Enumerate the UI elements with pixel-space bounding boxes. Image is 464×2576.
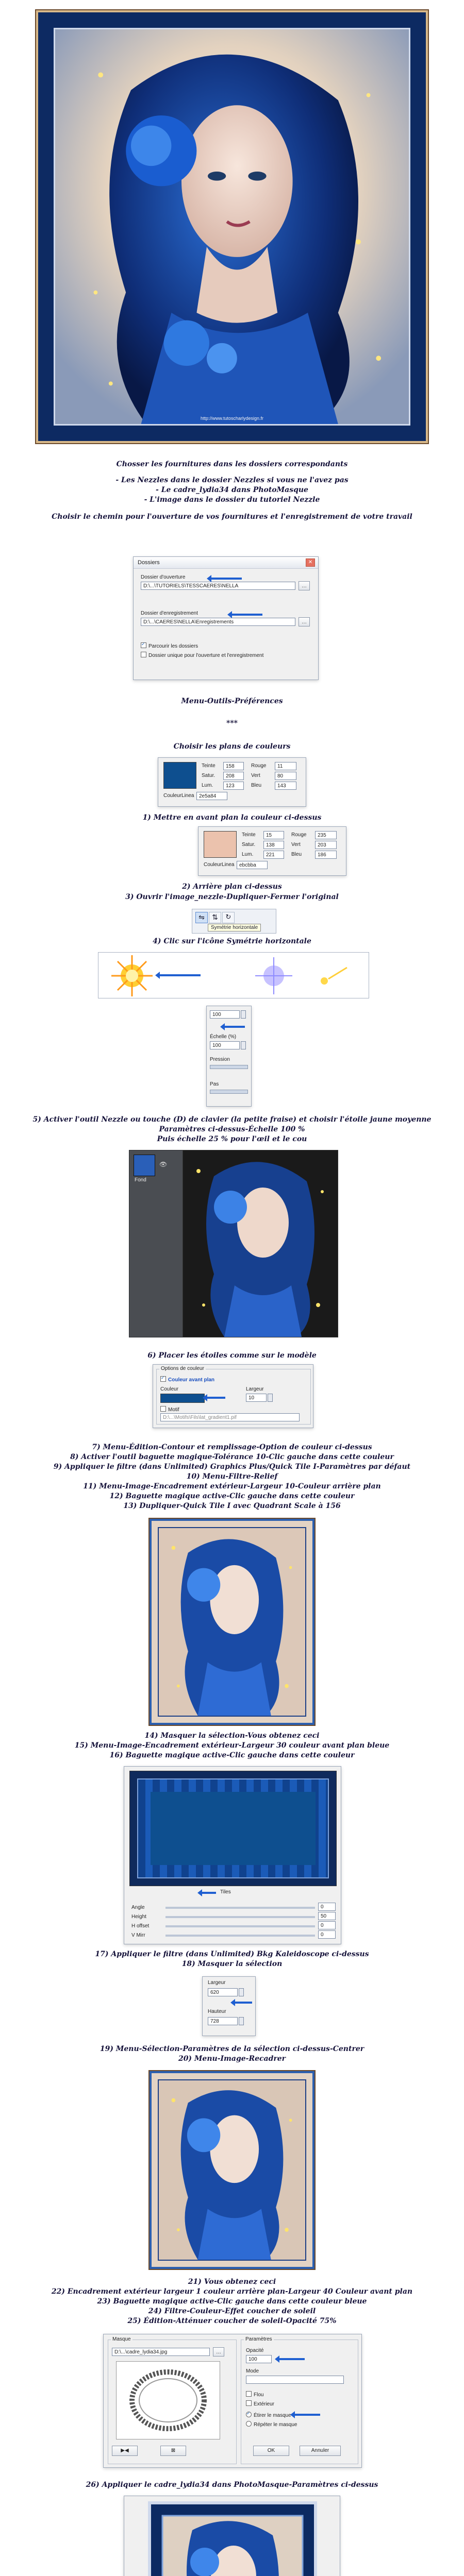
group-label: Options de couleur (159, 1366, 206, 1371)
intro-line: Choisir le chemin pour l'ouverture de vos fournitures et l'enregistrement de votre travail (52, 513, 412, 521)
step-line: 10) Menu-Filtre-Relief (186, 1472, 278, 1481)
mode-select[interactable] (246, 2376, 344, 2384)
ok-button[interactable]: OK (253, 2446, 289, 2456)
layer-name: Fond (135, 1177, 146, 1183)
browse-folders-checkbox[interactable] (141, 642, 198, 649)
repeat-radio[interactable] (246, 2421, 297, 2428)
canvas-preview (183, 1150, 338, 1337)
intro-line: - Les Nezzles dans le dossier Nezzles si vous ne l'avez pas (115, 476, 349, 484)
separator-stars: *** (226, 719, 238, 727)
purple-star-icon[interactable] (253, 955, 294, 996)
param-field[interactable]: 50 (318, 1912, 336, 1920)
mode-label: Mode (246, 2368, 259, 2374)
woman-portrait-image (55, 29, 409, 424)
param-slider[interactable] (165, 1916, 315, 1918)
checkbox-icon (141, 652, 146, 657)
step-line: 5) Activer l'outil Nezzle ou touche (D) de clavier (la petite fraise) et choisir l'étoile jaune moyenne (32, 1115, 432, 1124)
saturation-label: Satur. (202, 773, 216, 778)
step-line: 26) Appliquer le cadre_lydia34 dans PhotoMasque-Paramètres ci-dessus (86, 2481, 378, 2489)
param-field[interactable]: 0 (318, 1930, 336, 1939)
step-slider[interactable] (210, 1090, 248, 1094)
step-line: 11) Menu-Image-Encadrement extérieur-Largeur 10-Couleur arrière plan (83, 1482, 381, 1490)
nozzle-options-panel (206, 1006, 252, 1107)
param-label: H offset (131, 1923, 150, 1929)
color-code-field[interactable]: ebcbba (237, 861, 268, 869)
steps-19-20-block (0, 2044, 464, 2064)
woman-portrait-image (151, 2504, 314, 2576)
width-field[interactable]: 10 (246, 1394, 267, 1402)
step-line: 4) Clic sur l'icône Symétrie horizontale (153, 937, 311, 945)
hue-field[interactable]: 15 (263, 831, 284, 839)
folders-dialog (133, 556, 319, 680)
checkbox-label: Extérieur (254, 2401, 275, 2407)
scale-label: Échelle (%) (210, 1034, 237, 1040)
spinner-icon[interactable] (241, 1010, 246, 1019)
arrow-icon (294, 2414, 320, 2416)
banner-frame (36, 10, 428, 443)
symmetry-toolbar (192, 909, 276, 934)
nozzle-size-field[interactable]: 100 (210, 1010, 240, 1019)
height-field[interactable]: 728 (208, 2017, 238, 2025)
mask-label: Masque (111, 2336, 132, 2342)
flip-vertical-icon[interactable]: ⇅ (209, 912, 221, 923)
param-field[interactable]: 0 (318, 1921, 336, 1929)
steps-7-13-block (0, 1443, 464, 1511)
green-field[interactable]: 203 (315, 841, 337, 849)
browse-folder-icon[interactable]: … (213, 2347, 224, 2357)
woman-portrait-image (183, 1150, 338, 1337)
arrow-icon (159, 974, 201, 976)
luminance-label: Lum. (202, 783, 213, 788)
radio-label: Répéter le masque (254, 2422, 297, 2428)
hue-label: Teinte (242, 832, 256, 838)
tooltip: Symétrie horizontale (208, 924, 261, 931)
scale-field[interactable]: 100 (210, 1041, 240, 1049)
invert-mask-icon[interactable]: ⊠ (160, 2446, 186, 2456)
steps-17-18-block (0, 1950, 464, 1969)
kaleidoscope-filter-dialog (124, 1766, 341, 1944)
checkbox-icon (246, 2400, 252, 2406)
pattern-checkbox[interactable] (160, 1406, 179, 1413)
layer-visibility-icon[interactable]: 👁 (159, 1161, 168, 1168)
pattern-field[interactable]: D:\...\Motifs\Fils\lat_gradient1.pif (160, 1413, 300, 1421)
param-slider[interactable] (165, 1925, 315, 1927)
steps-21-25-block (0, 2277, 464, 2326)
color-swatch[interactable] (204, 831, 237, 858)
color-code-label: CouleurLinea (163, 793, 194, 799)
color-code-label: CouleurLinea (204, 862, 235, 868)
red-field[interactable]: 235 (315, 831, 337, 839)
checkbox-label: Couleur avant plan (168, 1377, 215, 1383)
green-label: Vert (251, 773, 260, 778)
width-field[interactable]: 620 (208, 1988, 238, 1996)
saturation-label: Satur. (242, 842, 256, 848)
flip-horizontal-icon[interactable]: ⇋ (195, 912, 208, 923)
stretch-radio[interactable] (246, 2412, 291, 2418)
step-line: 24) Filtre-Couleur-Effet coucher de soleil (148, 2307, 316, 2315)
woman-portrait-image (159, 1528, 305, 1716)
buttons-frames-dialog (124, 2496, 340, 2576)
save-folder-field[interactable]: D:\...\CAERES\NELLA\Enregistrements (141, 618, 295, 626)
stroke-fill-dialog (153, 1364, 313, 1428)
opacity-field[interactable]: 100 (246, 2355, 272, 2363)
arrow-icon (231, 614, 262, 616)
checkbox-label: Parcourir les dossiers (148, 643, 198, 649)
height-label: Hauteur (208, 2009, 226, 2014)
step-line: 3) Ouvrir l'image_nezzle-Dupliquer-Fermer l'original (125, 893, 339, 901)
step-line: 23) Baguette magique active-Clic gauche dans cette couleur bleue (97, 2297, 367, 2306)
checkbox-label: Motif (168, 1407, 179, 1413)
browse-folder-icon[interactable]: … (299, 617, 310, 626)
checkbox-icon (141, 642, 146, 648)
step-line: 12) Baguette magique active-Clic gauche dans cette couleur (109, 1492, 355, 1500)
arrow-icon (202, 1892, 216, 1894)
step-line: 22) Encadrement extérieur largeur 1 couleur arrière plan-Largeur 40 Couleur avant plan (51, 2287, 413, 2296)
red-field[interactable]: 11 (275, 762, 296, 770)
open-mask-icon[interactable]: ▶◀ (112, 2446, 138, 2456)
color-checkbox[interactable] (160, 1376, 214, 1383)
layers-panel (129, 1150, 184, 1337)
single-folder-checkbox[interactable] (141, 652, 263, 658)
radio-icon (246, 2421, 252, 2427)
red-label: Rouge (291, 832, 307, 838)
pressure-label: Pression (210, 1057, 230, 1062)
outside-checkbox[interactable] (246, 2400, 274, 2407)
checkbox-icon (160, 1376, 166, 1382)
pressure-slider[interactable] (210, 1065, 248, 1069)
blue-label: Bleu (251, 783, 262, 788)
arrow-icon (207, 1397, 225, 1399)
checkbox-icon (160, 1406, 166, 1412)
color-panel-background (198, 826, 346, 876)
step-line: 20) Menu-Image-Recadrer (178, 2055, 286, 2063)
step-line: 19) Menu-Sélection-Paramètres de la sélection ci-dessus-Centrer (100, 2045, 364, 2053)
banner-watermark: http://www.tutoscharlydesign.fr (200, 416, 264, 421)
color-swatch[interactable] (160, 1394, 205, 1403)
selection-size-panel (202, 1976, 256, 2036)
save-folder-label: Dossier d'enregistrement (141, 611, 198, 616)
intro-block (0, 460, 464, 522)
spinner-icon[interactable] (268, 1394, 273, 1402)
step-line: 8) Activer l'outil baguette magique-Tolérance 10-Clic gauche dans cette couleur (70, 1453, 394, 1461)
width-label: Largeur (208, 1980, 226, 1986)
color-panel-foreground (158, 757, 306, 807)
menu-prefs-line: Menu-Outils-Préférences (181, 697, 283, 705)
step-line: 2) Arrière plan ci-dessus (182, 883, 282, 891)
param-field[interactable]: 0 (318, 1903, 336, 1911)
blue-field[interactable]: 143 (275, 782, 296, 790)
layer-thumbnail[interactable] (134, 1155, 155, 1176)
param-slider[interactable] (165, 1935, 315, 1937)
param-label: Angle (131, 1905, 145, 1910)
step-line: 15) Menu-Image-Encadrement extérieur-Largeur 30 couleur avant plan bleue (74, 1741, 390, 1750)
param-label: V Mirr (131, 1933, 145, 1938)
hue-label: Teinte (202, 763, 216, 769)
open-folder-field[interactable]: D:\...\TUTORIELS\TESSCAERES\NELLA (141, 582, 295, 590)
steps-14-16-block (0, 1731, 464, 1760)
small-star-icon[interactable] (315, 960, 351, 991)
width-label: Largeur (246, 1386, 264, 1392)
saturation-field[interactable]: 138 (263, 841, 284, 849)
browse-folder-icon[interactable]: … (299, 581, 310, 590)
colors-title: Choisir les plans de couleurs (173, 742, 291, 751)
arrow-icon (211, 578, 242, 580)
step-line: 25) Édition-Atténuer coucher de soleil-Opacité 75% (127, 2317, 337, 2325)
step-line: 16) Baguette magique active-Clic gauche dans cette couleur (109, 1751, 355, 1759)
arrow-icon (224, 1026, 245, 1028)
result-frame-1 (150, 1519, 314, 1725)
red-label: Rouge (251, 763, 267, 769)
luminance-field[interactable]: 123 (223, 782, 244, 790)
step-label: Pas (210, 1081, 219, 1087)
arrow-icon (279, 2358, 305, 2360)
step5-block (0, 1115, 464, 1144)
param-slider[interactable] (165, 1907, 315, 1909)
blue-field[interactable]: 186 (315, 851, 337, 859)
blur-checkbox[interactable] (246, 2391, 263, 2398)
step-line: 21) Vous obtenez ceci (188, 2278, 276, 2286)
color-label: Couleur (160, 1386, 179, 1392)
green-field[interactable]: 80 (275, 772, 296, 780)
step-line: Paramètres ci-dessus-Échelle 100 % (159, 1125, 305, 1133)
step-line: 6) Placer les étoiles comme sur le modèle (147, 1351, 317, 1360)
open-folder-label: Dossier d'ouverture (141, 574, 186, 580)
step-line: 18) Masquer la sélection (181, 1960, 283, 1968)
selection-area (151, 1792, 316, 1865)
opacity-label: Opacité (246, 2348, 264, 2353)
spinner-icon[interactable] (239, 2017, 244, 2025)
color-swatch[interactable] (163, 762, 196, 789)
yellow-star-icon[interactable] (109, 953, 155, 999)
step-line: 7) Menu-Édition-Contour et remplissage-Option de couleur ci-dessus (92, 1443, 372, 1451)
green-label: Vert (291, 842, 301, 848)
luminance-field[interactable]: 221 (263, 851, 284, 859)
hue-field[interactable]: 158 (223, 762, 244, 770)
rotate-icon[interactable]: ↻ (222, 912, 235, 923)
cancel-button[interactable]: Annuler (300, 2446, 341, 2456)
intro-line: - L'image dans le dossier du tutoriel Nezzle (144, 496, 320, 504)
step-line: 17) Appliquer le filtre (dans Unlimited) Bkg Kaleidoscope ci-dessus (95, 1950, 369, 1958)
intro-line: Chosser les fournitures dans les dossiers correspondants (116, 460, 348, 468)
photomask-dialog (103, 2334, 362, 2468)
step-line: 1) Mettre en avant plan la couleur ci-dessus (142, 814, 322, 822)
result-frame-2 (150, 2071, 314, 2269)
mask-preview-image (116, 2361, 220, 2439)
arrow-icon (235, 2002, 252, 2004)
nozzle-palette (98, 952, 369, 998)
filter-preview (129, 1771, 337, 1886)
filter-preview (148, 2501, 317, 2576)
checkbox-icon (246, 2391, 252, 2397)
woman-portrait-image (159, 2080, 305, 2260)
radio-label: Étirer le masque (254, 2413, 291, 2418)
params-label: Paramètres (244, 2336, 274, 2342)
mask-file-field[interactable]: D:\...\cadre_lydia34.jpg (112, 2348, 210, 2356)
dialog-title: Dossiers (134, 557, 318, 569)
param-label: Height (131, 1914, 146, 1920)
step-line: 13) Dupliquer-Quick Tile I avec Quadrant Scale à 156 (123, 1502, 341, 1510)
checkbox-label: Flou (254, 2392, 264, 2398)
step-line: 14) Masquer la sélection-Vous obtenez ceci (144, 1732, 320, 1740)
spinner-icon[interactable] (239, 1988, 244, 1996)
step-line: Puis échelle 25 % pour l'œil et le cou (157, 1135, 307, 1143)
color-code-field[interactable]: 2e5a84 (196, 792, 227, 800)
checkbox-label: Dossier unique pour l'ouverture et l'enregistrement (148, 653, 264, 658)
step-line: 9) Appliquer le filtre (dans Unlimited) Graphics Plus/Quick Tile I-Paramètres par défaut (53, 1463, 411, 1471)
blue-label: Bleu (291, 852, 302, 857)
luminance-label: Lum. (242, 852, 254, 857)
close-icon[interactable]: ✕ (306, 558, 315, 567)
intro-line: - Le cadre_lydia34 dans PhotoMasque (156, 486, 308, 494)
preview-label: Tiles (220, 1889, 231, 1895)
spinner-icon[interactable] (241, 1041, 246, 1049)
radio-icon (246, 2412, 252, 2417)
saturation-field[interactable]: 208 (223, 772, 244, 780)
